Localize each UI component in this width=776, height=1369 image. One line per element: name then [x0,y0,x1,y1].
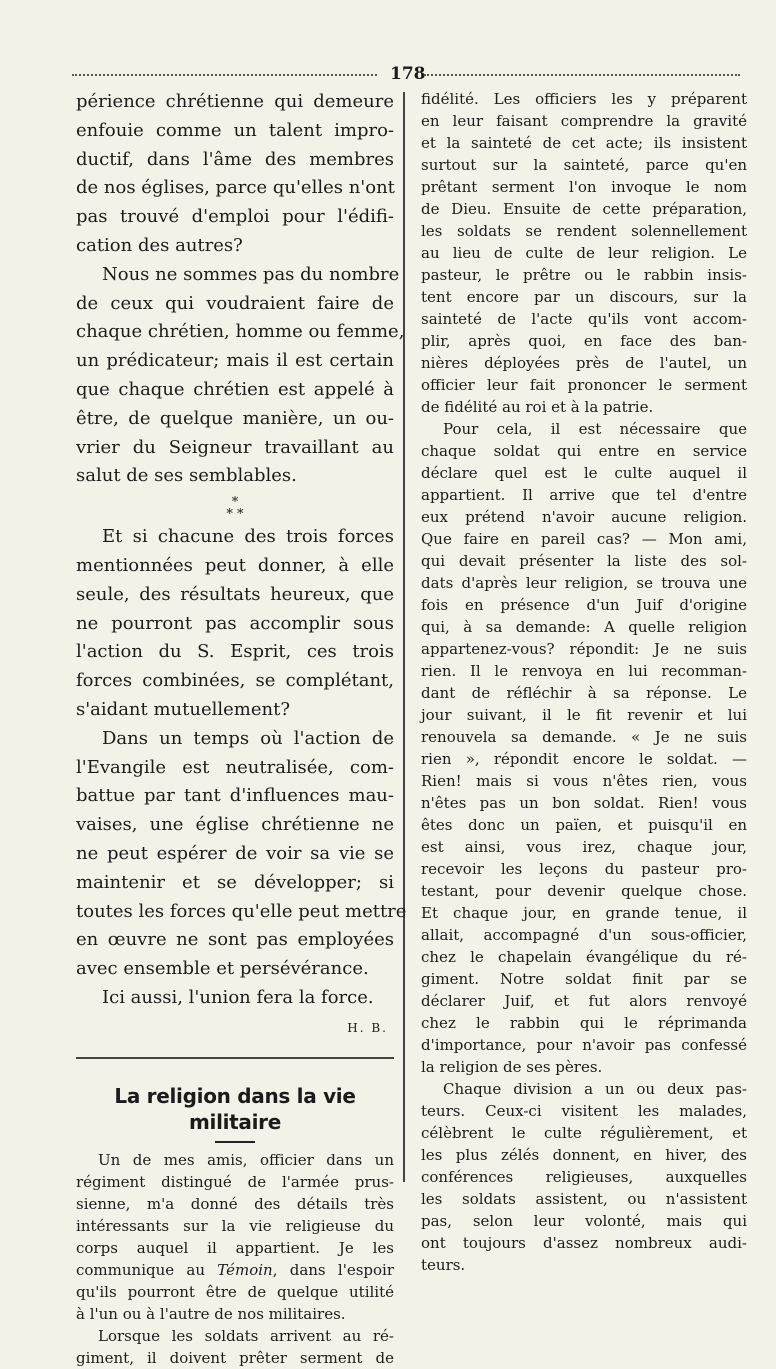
text-line: les plus zélés donnent, en hiver, des [421,1146,747,1164]
text-line: ont toujours d'assez nombreux audi- [421,1234,747,1252]
text-line: célèbrent le culte régulièrement, et [421,1124,747,1142]
text-line: que chaque chrétien est appelé à [76,378,394,400]
text-line: tent encore par un discours, sur la [421,288,747,306]
text-line: dant de réfléchir à sa réponse. Le [421,684,747,702]
text-line: avec ensemble et persévérance. [76,958,369,980]
text-line: jour suivant, il le fit revenir et lui [421,706,747,724]
text-line: plir, après quoi, en face des ban- [421,332,747,350]
article-title: La religion dans la vie militaire [114,1083,356,1134]
text-line: pas, selon leur volonté, mais qui [421,1212,747,1230]
text-line: les soldats se rendent solennellement [421,222,747,240]
text-line: chaque chrétien, homme ou femme, [76,321,405,343]
text-line: chaque soldat qui entre en service [421,442,747,460]
text-line: fidélité. Les officiers les y préparent [421,90,747,108]
text-line: prêtant serment l'on invoque le nom [421,178,747,196]
left-column-essay [76,88,407,1037]
text-line: Nous ne sommes pas du nombre [102,263,400,285]
text-line: ductif, dans l'âme des membres [76,148,394,170]
text-line: surtout sur la sainteté, parce qu'en [421,156,747,174]
text-line: appartenez-vous? répondit: Je ne suis [421,640,747,658]
text-line: est ainsi, vous irez, chaque jour, [421,838,747,856]
paragraph-oath [76,1325,394,1369]
text-line: sainteté de l'acte qu'ils vont accom- [421,310,747,328]
text-line: chez le chapelain évangélique du ré- [421,948,747,966]
header-rule-left [72,74,377,76]
text-line: vrier du Seigneur travaillant au [76,436,394,458]
text-line: officier leur fait prononcer le serment [421,376,747,394]
author-signature: H. B. [347,1020,388,1035]
paragraph-4 [76,725,407,1013]
text-line: recevoir les leçons du pasteur pro- [421,860,747,878]
page-number: 178 [390,64,426,84]
section-asterism [76,497,394,521]
text-line: d'importance, pour n'avoir pas confessé [421,1036,747,1054]
text-line: fois en présence d'un Juif d'origine [421,596,747,614]
text-line [76,1259,394,1281]
text-line: giment. Notre soldat finit par se [421,970,747,988]
text-line: Et chaque jour, en grande tenue, il [421,904,747,922]
text-line: enfouie comme un talent impro- [76,119,394,141]
text-line: dats d'après leur religion, se trouva une [421,574,747,592]
text-line: mentionnées peut donner, à elle [76,554,394,576]
paragraph-1 [76,88,394,261]
text-line: ne peut espérer de voir sa vie se [76,842,394,864]
text-line: allait, accompagné d'un sous-officier, [421,926,747,944]
text-line: rien », répondit encore le soldat. — [421,750,747,768]
text-line: ne pourront pas accomplir sous [76,612,394,634]
paragraph-a [421,88,747,418]
asterism-top: * [231,495,239,511]
paragraph-c [421,1078,747,1276]
text-line: à l'un ou à l'autre de nos militaires. [76,1304,346,1323]
text-line: forces combinées, se complétant, [76,670,394,692]
text-line: de nos églises, parce qu'elles n'ont [76,177,395,199]
text-line: Lorsque les soldats arrivent au ré- [98,1326,394,1345]
text-line: au lieu de culte de leur religion. Le [421,244,747,262]
text-line: déclarer Juif, et fut alors renvoyé [421,992,747,1010]
text-line: intéressants sur la vie religieuse du [76,1216,394,1235]
column-divider [403,92,405,1182]
text-line: nières déployées près de l'autel, un [421,354,747,372]
text-line: de Dieu. Ensuite de cette préparation, [421,200,747,218]
text-line: et la sainteté de cet acte; ils insistent [421,134,747,152]
text-line: s'aidant mutuellement? [76,698,290,720]
text-line: de fidélité au roi et à la patrie. [421,398,654,416]
text-line: de ceux qui voudraient faire de [76,292,394,314]
text-line: Rien! mais si vous n'êtes rien, vous [421,772,747,790]
left-column [76,88,407,1369]
text-run: , dans l'espoir [272,1260,394,1279]
text-line: teurs. Ceux-ci visitent les malades, [421,1102,747,1120]
text-line: pasteur, le prêtre ou le rabbin insis- [421,266,747,284]
text-line: testant, pour devenir quelque chose. [421,882,747,900]
text-line: seule, des résultats heureux, que [76,583,394,605]
text-line: les soldats assistent, ou n'assistent [421,1190,747,1208]
text-line: salut de ses semblables. [76,465,297,487]
text-line: eux prétend n'avoir aucune religion. [421,508,747,526]
text-line: renouvela sa demande. « Je ne suis [421,728,747,746]
text-line: cation des autres? [76,234,243,256]
text-line: giment, il doivent prêter serment de [76,1348,394,1367]
text-line: maintenir et se développer; si [76,871,394,893]
text-line: Ici aussi, l'union fera la force. [102,986,374,1008]
text-line: vaises, une église chrétienne ne [76,814,394,836]
text-line: qui devait présenter la liste des sol- [421,552,747,570]
publication-name: Témoin [217,1260,273,1279]
page-header [72,60,740,90]
paragraph-intro [76,1149,394,1325]
text-line: teurs. [421,1256,466,1274]
text-line: êtes donc un païen, et puisqu'il en [421,816,747,834]
paragraph-b [421,418,747,1078]
text-line: qui, à sa demande: A quelle religion [421,618,747,636]
paragraph-3 [76,523,394,725]
text-line: Que faire en pareil cas? — Mon ami, [421,530,747,548]
title-dash [215,1141,255,1143]
text-line: appartient. Il arrive que tel d'entre [421,486,747,504]
text-line: régiment distingué de l'armée prus- [76,1172,394,1191]
text-line: corps auquel il appartient. Je les [76,1238,394,1257]
text-line: qu'ils pourront être de quelque utilité [76,1282,394,1301]
text-line: l'action du S. Esprit, ces trois [76,641,394,663]
text-run: communique au [76,1260,218,1279]
text-line: battue par tant d'influences mau- [76,785,394,807]
text-line: un prédicateur; mais il est certain [76,350,394,372]
text-line: être, de quelque manière, un ou- [76,407,394,429]
header-rule-right [424,74,740,76]
text-line: périence chrétienne qui demeure [76,91,394,112]
text-line: Pour cela, il est nécessaire que [443,420,747,438]
text-line: rien. Il le renvoya en lui recomman- [421,662,747,680]
text-line: en leur faisant comprendre la gravité [421,112,747,130]
text-line: toutes les forces qu'elle peut mettre [76,900,407,922]
text-line: Un de mes amis, officier dans un [98,1150,394,1169]
asterism-bottom: * * [226,507,244,523]
text-line: sienne, m'a donné des détails très [76,1194,394,1213]
text-line: en œuvre ne sont pas employées [76,929,394,951]
text-line: conférences religieuses, auxquelles [421,1168,747,1186]
text-line: Chaque division a un ou deux pas- [443,1080,747,1098]
text-line: Et si chacune des trois forces [102,526,394,548]
text-line: chez le rabbin qui le réprimanda [421,1014,747,1032]
article-body-left [76,1149,394,1369]
text-line: l'Evangile est neutralisée, com- [76,756,394,778]
text-line: la religion de ses pères. [421,1058,603,1076]
text-line: déclare quel est le culte auquel il [421,464,747,482]
right-column [421,88,747,1276]
text-line: Dans un temps où l'action de [102,727,394,749]
text-line: n'êtes pas un bon soldat. Rien! vous [421,794,747,812]
text-line: pas trouvé d'emploi pour l'édifi- [76,206,394,228]
article-separator [76,1057,394,1059]
paragraph-2 [76,261,405,491]
